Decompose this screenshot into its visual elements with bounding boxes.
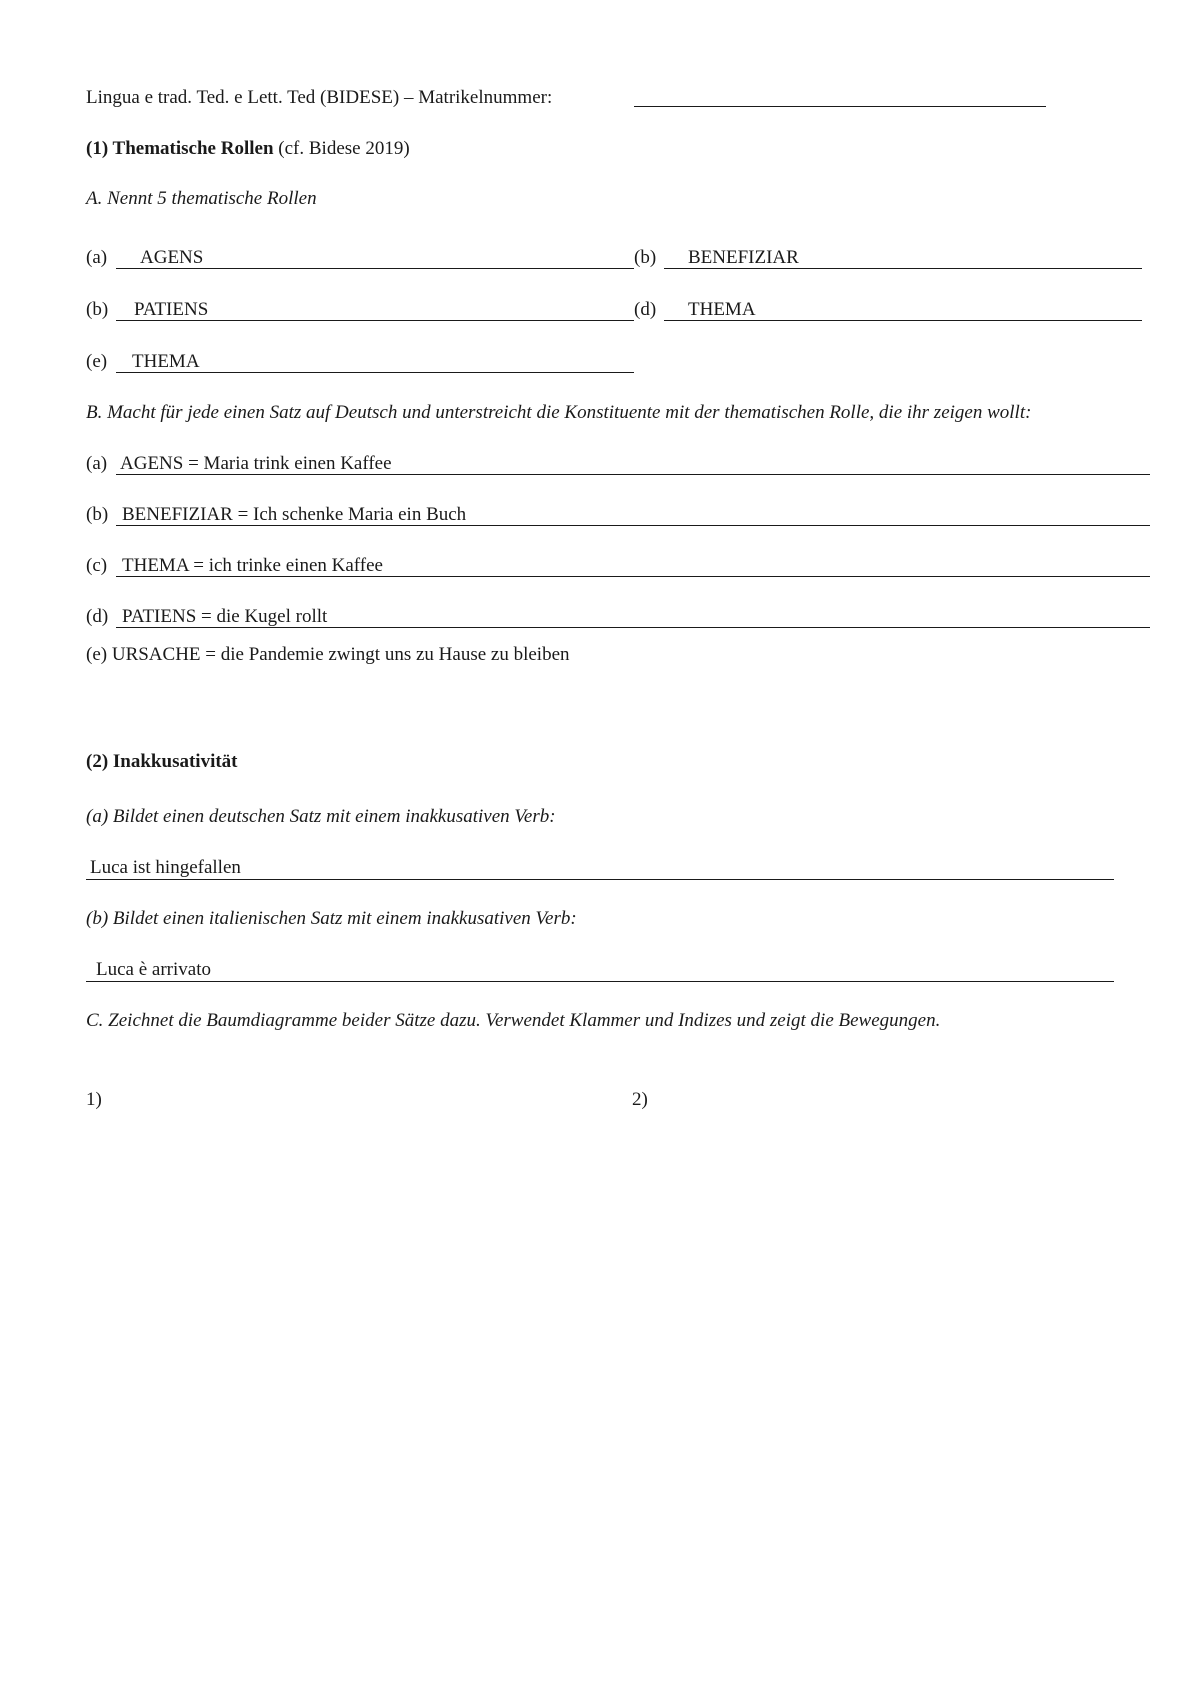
tree-label-2: 2) xyxy=(632,1089,648,1110)
section2-a-answer-line[interactable] xyxy=(86,879,1114,880)
partB-item-5 xyxy=(86,643,570,667)
partA-label-1: (a) xyxy=(86,247,108,268)
section2-a-instruction: (a) Bildet einen deutschen Satz mit einem inakkusativen Verb: xyxy=(86,806,556,827)
section1-title-rest: (cf. Bidese 2019) xyxy=(278,138,410,159)
section2-a-answer: Luca ist hingefallen xyxy=(90,857,241,878)
section1-title-bold: (1) Thematische Rollen xyxy=(86,138,274,159)
partB-label-4: (d) xyxy=(86,606,109,627)
section2-c-instruction: C. Zeichnet die Baumdiagramme beider Sätze dazu. Verwendet Klammer und Indizes und zeigt die Bewegungen. xyxy=(86,1010,941,1031)
partB-answer-4: PATIENS = die Kugel rollt xyxy=(122,606,328,627)
partB-label-5: (e) xyxy=(86,644,108,665)
partB-answer-3: THEMA = ich trinke einen Kaffee xyxy=(122,555,383,576)
section2-title: (2) Inakkusativität xyxy=(86,751,238,772)
partA-answer-1: AGENS xyxy=(140,247,204,268)
partA-label-2: (b) xyxy=(634,247,657,268)
partA-answer-2: BENEFIZIAR xyxy=(688,247,799,268)
header-text: Lingua e trad. Ted. e Lett. Ted (BIDESE) – Matrikelnummer: xyxy=(86,87,553,108)
partB-label-3: (c) xyxy=(86,555,108,576)
partB-answer-1: AGENS = Maria trink einen Kaffee xyxy=(120,453,392,474)
section2-b-answer-line[interactable] xyxy=(86,981,1114,982)
section2-b-answer: Luca è arrivato xyxy=(96,959,211,980)
partB-label-1: (a) xyxy=(86,453,108,474)
partA-answer-4: THEMA xyxy=(688,299,756,320)
partA-instruction: A. Nennt 5 thematische Rollen xyxy=(86,188,317,209)
section1-title xyxy=(86,137,410,161)
matrikelnummer-line[interactable] xyxy=(634,106,1046,107)
partB-answer-5: URSACHE = die Pandemie zwingt uns zu Hause zu bleiben xyxy=(111,644,570,665)
partB-answer-2: BENEFIZIAR = Ich schenke Maria ein Buch xyxy=(122,504,467,525)
partB-label-2: (b) xyxy=(86,504,109,525)
partA-label-4: (d) xyxy=(634,299,657,320)
partA-answer-5: THEMA xyxy=(132,351,200,372)
tree-label-1: 1) xyxy=(86,1089,102,1110)
partA-answer-3: PATIENS xyxy=(134,299,209,320)
partA-label-5: (e) xyxy=(86,351,108,372)
partB-instruction: B. Macht für jede einen Satz auf Deutsch und unterstreicht die Konstituente mit der thematischen Rolle, die ihr zeigen wollt: xyxy=(86,402,1032,423)
partA-label-3: (b) xyxy=(86,299,109,320)
section2-b-instruction: (b) Bildet einen italienischen Satz mit einem inakkusativen Verb: xyxy=(86,908,577,929)
